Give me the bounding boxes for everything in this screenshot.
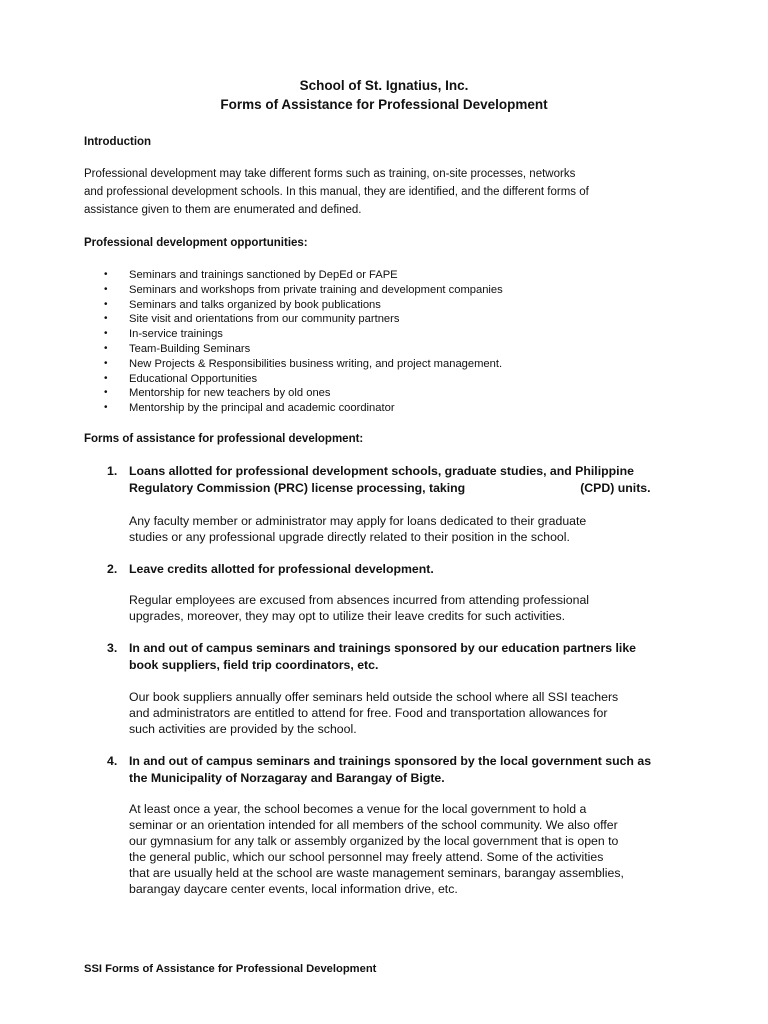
list-item [84, 357, 684, 372]
paragraph-line: and professional development schools. In this manual, they are identified, and the different forms of [84, 186, 589, 198]
heading-line [129, 480, 707, 497]
bullet-icon: • [104, 342, 108, 354]
paragraph-line: assistance given to them are enumerated and defined. [84, 204, 362, 216]
introduction-paragraph [84, 165, 684, 219]
list-item [84, 327, 684, 342]
item-number: 2. [107, 562, 118, 576]
body-line: such activities are provided by the school. [129, 722, 357, 736]
list-item [84, 298, 684, 313]
body-line: our gymnasium for any talk or assembly organized by the local government that is open to [129, 834, 619, 848]
bullet-icon: • [104, 328, 108, 340]
bullet-icon: • [104, 298, 108, 310]
assistance-item-body [129, 689, 719, 737]
document-title: School of St. Ignatius, Inc. [299, 78, 469, 93]
list-item-text: Seminars and talks organized by book publications [129, 298, 381, 311]
bullet-icon: • [104, 269, 108, 280]
body-line: seminar or an orientation intended for all members of the school community. We also offer [129, 818, 618, 832]
list-item [84, 283, 684, 298]
list-item [84, 372, 684, 387]
assistance-item-heading [107, 463, 707, 497]
bullet-icon: • [104, 402, 108, 414]
introduction-heading: Introduction [84, 136, 152, 148]
heading-line: Loans allotted for professional development schools, graduate studies, and Philippine [129, 464, 634, 478]
list-item-text: Team-Building Seminars [129, 342, 251, 355]
opportunities-list [84, 268, 684, 416]
bullet-icon: • [104, 387, 108, 399]
bullet-icon: • [104, 313, 108, 325]
heading-line: In and out of campus seminars and trainings sponsored by our education partners like [129, 641, 637, 655]
body-line: that are usually held at the school are waste management seminars, barangay assemblies, [129, 866, 624, 880]
list-item [84, 342, 684, 357]
list-item-text: Mentorship by the principal and academic coordinator [129, 402, 395, 415]
assistance-item-heading [107, 640, 707, 674]
opportunities-heading: Professional development opportunities: [84, 237, 308, 249]
heading-line: book suppliers, field trip coordinators, etc. [129, 658, 379, 672]
body-line: Our book suppliers annually offer seminars held outside the school where all SSI teachers [129, 690, 619, 704]
list-item-text: Seminars and workshops from private training and development companies [129, 283, 503, 296]
assistance-item-heading [107, 753, 707, 787]
list-item [84, 386, 684, 401]
list-item-text: In-service trainings [129, 328, 223, 341]
body-line: studies or any professional upgrade directly related to their position in the school. [129, 530, 570, 544]
heading-line: Leave credits allotted for professional development. [129, 562, 434, 576]
heading-line-part: (CPD) units. [580, 481, 651, 495]
paragraph-line: Professional development may take different forms such as training, on-site processes, networks [84, 168, 576, 180]
assistance-item-body [129, 592, 719, 624]
list-item [84, 401, 684, 416]
item-number: 4. [107, 754, 118, 768]
item-number: 1. [107, 464, 118, 478]
assistance-heading: Forms of assistance for professional development: [84, 433, 364, 445]
heading-line-part: Regulatory Commission (PRC) license processing, taking [129, 481, 466, 495]
item-heading-text [129, 561, 707, 578]
list-item-text: Seminars and trainings sanctioned by DepEd or FAPE [129, 269, 398, 281]
body-line: barangay daycare center events, local information drive, etc. [129, 882, 458, 896]
body-line: Any faculty member or administrator may apply for loans dedicated to their graduate [129, 514, 587, 528]
item-heading-text [129, 640, 707, 674]
body-line: and administrators are entitled to attend for free. Food and transportation allowances for [129, 706, 608, 720]
assistance-item-heading [107, 561, 707, 578]
body-line: upgrades, moreover, they may opt to utilize their leave credits for such activities. [129, 609, 566, 623]
assistance-item-body [129, 513, 719, 545]
list-item-text: Educational Opportunities [129, 372, 258, 385]
list-item [84, 312, 684, 327]
bullet-icon: • [104, 372, 108, 384]
heading-line: In and out of campus seminars and trainings sponsored by the local government such as [129, 754, 652, 768]
document-subtitle: Forms of Assistance for Professional Development [220, 97, 548, 112]
assistance-item-body [129, 801, 719, 897]
item-heading-text [129, 753, 707, 787]
list-item-text: Mentorship for new teachers by old ones [129, 387, 331, 400]
body-line: Regular employees are excused from absences incurred from attending professional [129, 593, 590, 607]
list-item-text: Site visit and orientations from our community partners [129, 313, 400, 326]
heading-line: the Municipality of Norzagaray and Barangay of Bigte. [129, 771, 445, 785]
item-heading-text [129, 463, 707, 497]
body-line: the general public, which our school personnel may freely attend. Some of the activities [129, 850, 604, 864]
bullet-icon: • [104, 283, 108, 295]
body-line: At least once a year, the school becomes a venue for the local government to hold a [129, 802, 587, 816]
page-footer: SSI Forms of Assistance for Professional Development [84, 963, 377, 975]
bullet-icon: • [104, 357, 108, 369]
list-item-text: New Projects & Responsibilities business writing, and project management. [129, 357, 503, 370]
item-number: 3. [107, 641, 118, 655]
list-item [84, 268, 684, 283]
